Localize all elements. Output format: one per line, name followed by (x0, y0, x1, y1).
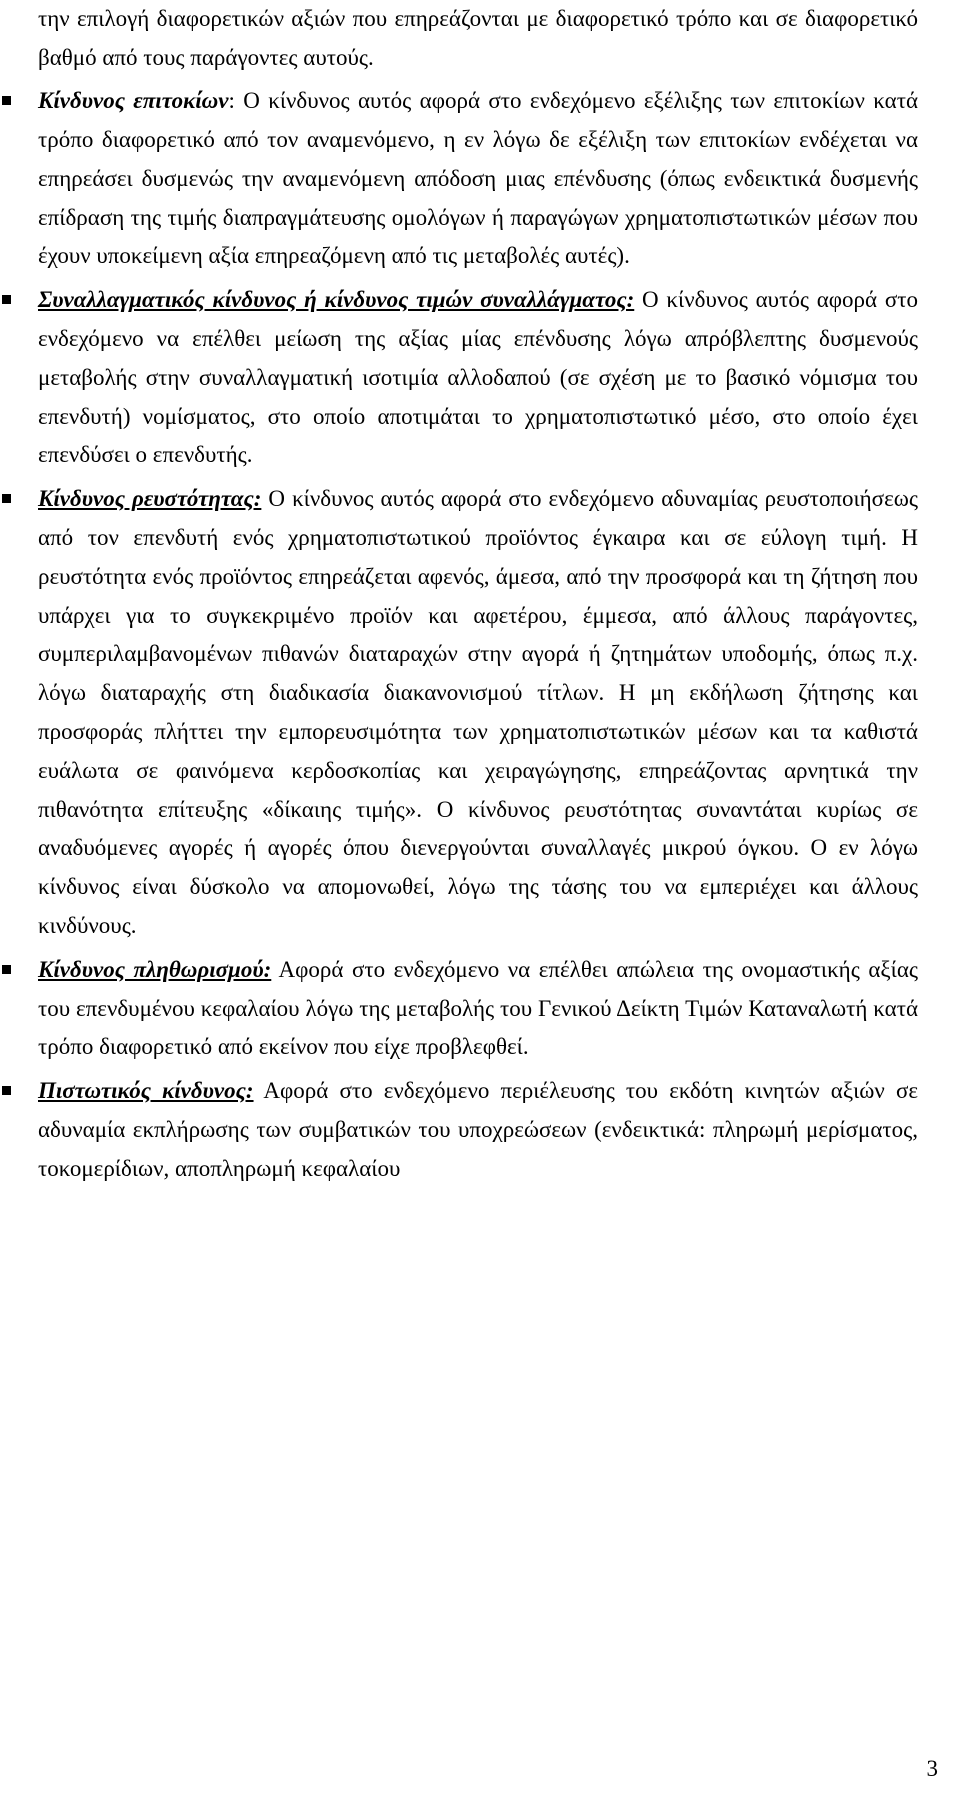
bullet-item-inflation-risk (38, 951, 918, 1067)
square-bullet-icon (2, 1086, 11, 1095)
bullet-item-liquidity-risk (38, 480, 918, 946)
term-fx-risk: Συναλλαγματικός κίνδυνος ή κίνδυνος τιμών συναλλάγματος: (38, 287, 635, 313)
term-credit-risk: Πιστωτικός κίνδυνος: (38, 1078, 254, 1104)
bullet-item-credit-risk (38, 1072, 918, 1188)
bullet-item-fx-risk (38, 281, 918, 475)
term-inflation-risk: Κίνδυνος πληθωρισμού: (38, 956, 272, 982)
square-bullet-icon (2, 965, 11, 974)
intro-paragraph: την επιλογή διαφορετικών αξιών που επηρεάζονται με διαφορετικό τρόπο και σε διαφορετικό βαθμό από τους παράγοντες αυτούς. (38, 6, 918, 70)
text-liquidity-risk: Ο κίνδυνος αυτός αφορά στο ενδεχόμενο αδυναμίας ρευστοποιήσεως από τον επενδυτή ενός χρηματοπιστωτικού προϊόντος έγκαιρα και σε εύλογη τιμή. Η ρευστότητα ενός προϊόντος επηρεάζεται αφενός, άμεσα, από την προσφορά και τη ζήτηση που υπάρχει για το συγκεκριμένο προϊόν και αφετέρου, έμμεσα, από άλλους παράγοντες, συμπεριλαμβανομένων πιθανών διαταραχών στην αγορά ή ζητημάτων υποδομής, όπως π.χ. λόγω διαταραχής στη διαδικασία διακανονισμού τίτλων. Η μη εκδήλωση ζήτησης και προσφοράς πλήττει την εμπορευσιμότητα των χρηματοπιστωτικών μέσων και τα καθιστά ευάλωτα σε φαινόμενα κερδοσκοπίας και χειραγώγησης, επηρεάζοντας αρνητικά την πιθανότητα επίτευξης «δίκαιης τιμής». Ο κίνδυνος ρευστότητας συναντάται κυρίως σε αναδυόμενες αγορές ή αγορές όπου διενεργούνται συναλλαγές μικρού όγκου. Ο εν λόγω κίνδυνος είναι δύσκολο να απομονωθεί, λόγω της τάσης του να εμπεριέχει και άλλους κινδύνους. (38, 486, 918, 938)
term-liquidity-risk: Κίνδυνος ρευστότητας: (38, 486, 262, 512)
page-number: 3 (926, 1756, 938, 1781)
text-fx-risk: Ο κίνδυνος αυτός αφορά στο ενδεχόμενο να επέλθει μείωση της αξίας μίας επένδυσης λόγω απρόβλεπτης δυσμενούς μεταβολής στην συναλλαγματική ισοτιμία αλλοδαπού (σε σχέση με το βασικό νόμισμα του επενδυτή) νομίσματος, στο οποίο αποτιμάται το χρηματοπιστωτικό μέσο, στο οποίο έχει επενδύσει ο επενδυτής. (38, 287, 918, 468)
square-bullet-icon (2, 295, 11, 304)
text-inflation-risk: Αφορά στο ενδεχόμενο να επέλθει απώλεια της ονομαστικής αξίας του επενδυμένου κεφαλαίου λόγω της μεταβολής του Γενικού Δείκτη Τιμών Καταναλωτή κατά τρόπο διαφορετικό από εκείνον που είχε προβλεφθεί. (38, 956, 918, 1060)
bullet-item-interest-rate-risk (38, 82, 918, 276)
text-credit-risk: Αφορά στο ενδεχόμενο περιέλευσης του εκδότη κινητών αξιών σε αδυναμία εκπλήρωσης των συμβατικών του υποχρεώσεων (ενδεικτικά: πληρωμή μερίσματος, τοκομερίδιων, αποπληρωμή κεφαλαίου (38, 1078, 918, 1181)
text-interest-rate-risk: : Ο κίνδυνος αυτός αφορά στο ενδεχόμενο εξέλιξης των επιτοκίων κατά τρόπο διαφορετικό από τον αναμενόμενο, η εν λόγω δε εξέλιξη των επιτοκίων ενδέχεται να επηρεάσει δυσμενώς την αναμενόμενη απόδοση μιας επένδυσης (όπως ενδεικτικά δυσμενής επίδραση της τιμής διαπραγμάτευσης ομολόγων ή παραγώγων χρηματοπιστωτικών μέσων που έχουν υποκείμενη αξία επηρεαζόμενη από τις μεταβολές αυτές). (38, 88, 919, 269)
square-bullet-icon (2, 494, 11, 503)
term-interest-rate-risk: Κίνδυνος επιτοκίων (38, 88, 229, 114)
square-bullet-icon (2, 96, 11, 105)
document-body (38, 0, 918, 1189)
